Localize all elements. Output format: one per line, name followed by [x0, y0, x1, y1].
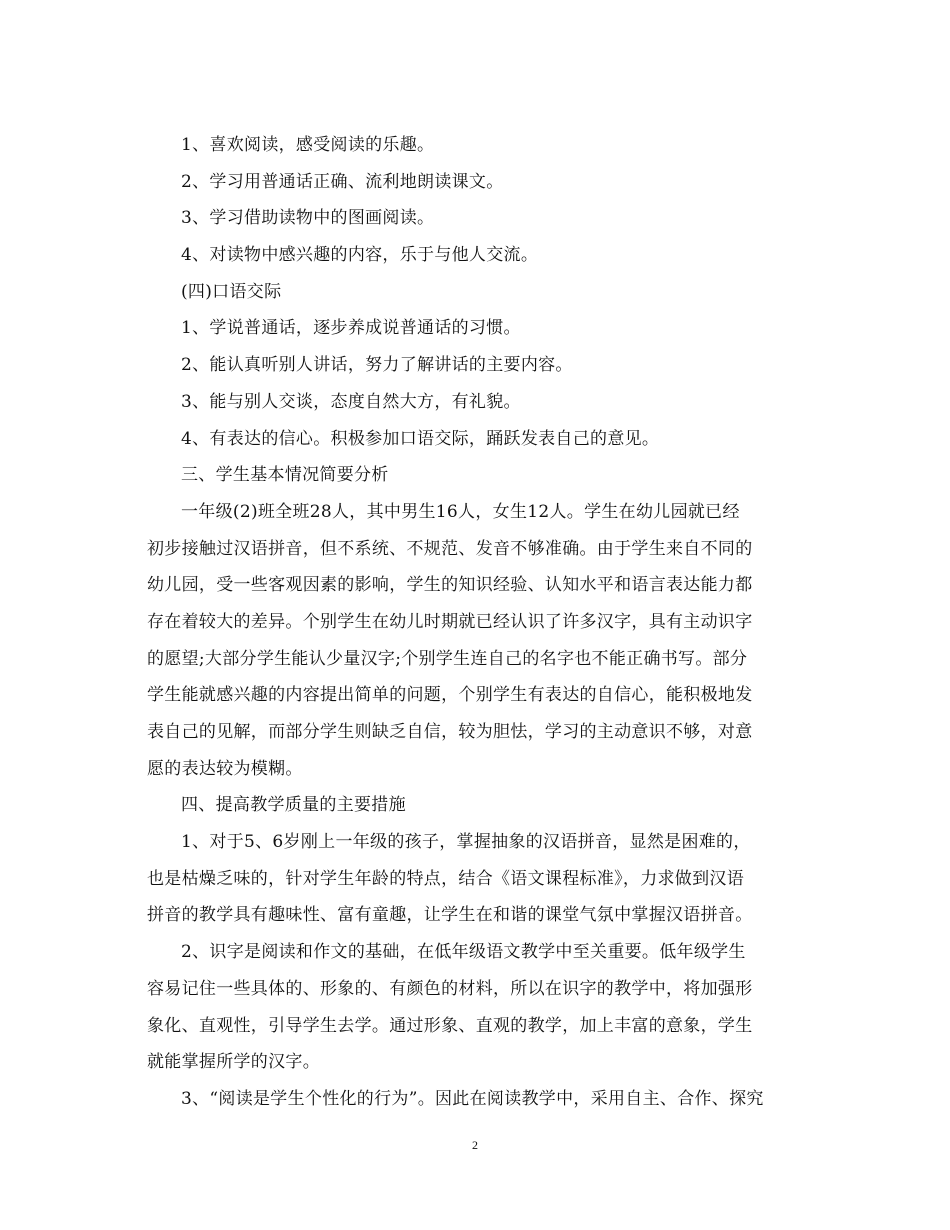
section-heading: (四)口语交际 — [181, 281, 282, 302]
text-line: 容易记住一些具体的、形象的、有颜色的材料，所以在识字的教学中，将加强形 — [147, 978, 753, 999]
text-line: 4、对读物中感兴趣的内容，乐于与他人交流。 — [181, 245, 539, 266]
text-line: 也是枯燥乏味的，针对学生年龄的特点，结合《语文课程标准》，力求做到汉语 — [147, 868, 744, 889]
text-line: 幼儿园，受一些客观因素的影响，学生的知识经验、认知水平和语言表达能力都 — [147, 575, 753, 596]
section-heading: 四、提高教学质量的主要措施 — [181, 795, 406, 816]
text-line: 象化、直观性，引导学生去学。通过形象、直观的教学，加上丰富的意象，学生 — [147, 1015, 753, 1036]
text-line: 一年级(2)班全班28人，其中男生16人，女生12人。学生在幼儿园就已经 — [181, 501, 740, 522]
text-line: 1、学说普通话，逐步养成说普通话的习惯。 — [181, 318, 521, 339]
text-line: 就能掌握所学的汉字。 — [147, 1052, 320, 1073]
text-line: 的愿望;大部分学生能认少量汉字;个别学生连自己的名字也不能正确书写。部分 — [147, 648, 748, 669]
document-body — [147, 127, 807, 1118]
text-line: 初步接触过汉语拼音，但不系统、不规范、发音不够准确。由于学生来自不同的 — [147, 538, 753, 559]
text-line: 3、“阅读是学生个性化的行为”。因此在阅读教学中，采用自主、合作、探究 — [181, 1088, 764, 1109]
text-line: 拼音的教学具有趣味性、富有童趣，让学生在和谐的课堂气氛中掌握汉语拼音。 — [147, 905, 753, 926]
text-line: 学生能就感兴趣的内容提出简单的问题，个别学生有表达的自信心，能积极地发 — [147, 685, 753, 706]
text-line: 2、学习用普通话正确、流利地朗读课文。 — [181, 171, 504, 192]
text-line: 1、喜欢阅读，感受阅读的乐趣。 — [181, 135, 435, 155]
page-number: 2 — [472, 1138, 478, 1152]
text-line: 2、识字是阅读和作文的基础，在低年级语文教学中至关重要。低年级学生 — [181, 942, 746, 963]
text-line: 1、对于5、6岁刚上一年级的孩子，掌握抽象的汉语拼音，显然是困难的， — [181, 832, 751, 853]
section-heading: 三、学生基本情况简要分析 — [181, 465, 389, 486]
text-line: 愿的表达较为模糊。 — [147, 758, 303, 779]
text-line: 2、能认真听别人讲话，努力了解讲话的主要内容。 — [181, 355, 573, 376]
text-line: 4、有表达的信心。积极参加口语交际，踊跃发表自己的意见。 — [181, 428, 660, 449]
text-line: 3、能与别人交谈，态度自然大方，有礼貌。 — [181, 391, 521, 412]
text-line: 3、学习借助读物中的图画阅读。 — [181, 208, 435, 229]
text-line: 存在着较大的差异。个别学生在幼儿时期就已经认识了许多汉字，具有主动识字 — [147, 611, 753, 632]
text-line: 表自己的见解，而部分学生则缺乏自信，较为胆怯，学习的主动意识不够，对意 — [147, 722, 753, 742]
